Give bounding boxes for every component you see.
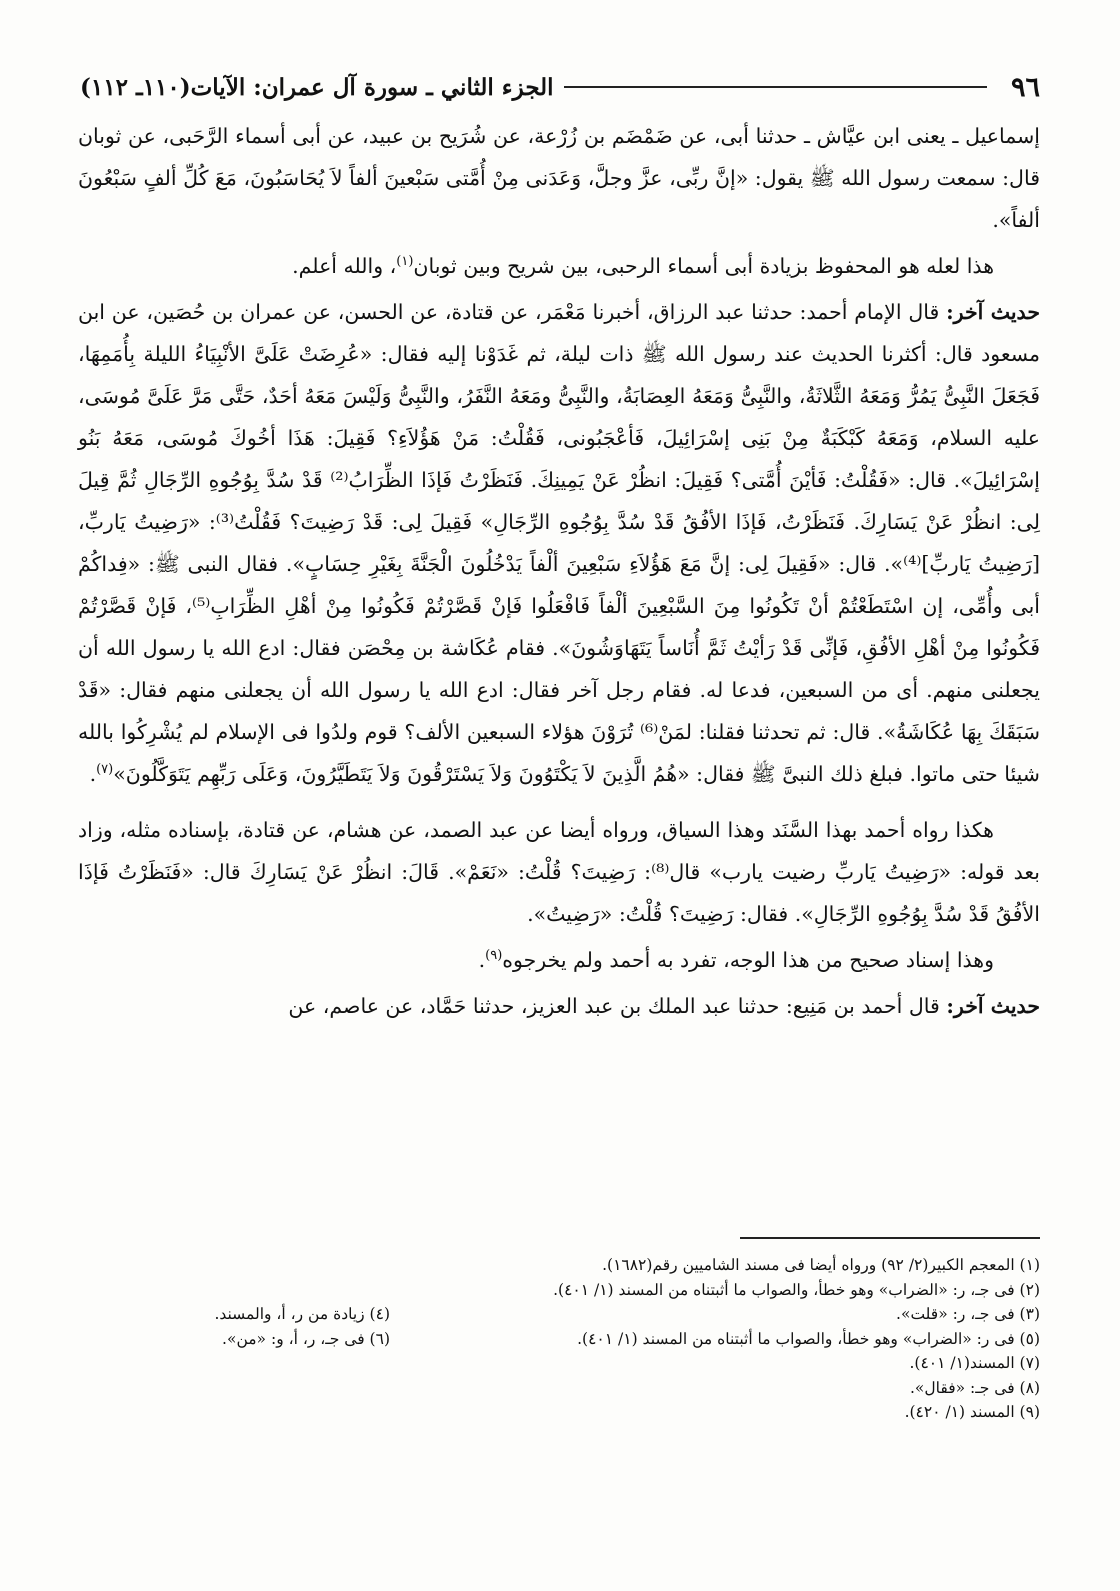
running-header: [80, 62, 1040, 112]
paragraph-tail: ، والله أعلم.: [292, 254, 397, 278]
paragraph-text: قال أحمد بن مَنِيع: حدثنا عبد الملك بن عبد العزيز، حدثنا حَمَّاد، عن عاصم، عن: [288, 994, 947, 1018]
paragraph: [78, 985, 1040, 1027]
footnote: [80, 1253, 390, 1278]
paragraph-text: هذا لعله هو المحفوظ بزيادة أبى أسماء الرحبى، بين شريح وبين ثوبان: [413, 254, 994, 278]
paragraph: [78, 939, 1040, 981]
footnote: [80, 1400, 390, 1425]
paragraph: [78, 809, 1040, 935]
paragraph-text: هكذا رواه أحمد بهذا السَّنَد وهذا السياق، ورواه أيضا عن عبد الصمد، عن هشام، عن قتادة، بإسناده مثله، وزاد بعد قوله: «رَضِيتُ يَاربِّ رضيت يارب» قال⁽⁸⁾: رَضِيتَ؟ قُلْتُ: «نَعَمْ». قَالَ: انظُرْ عَنْ يَسَارِكَ قال: «فَنَظَرْتُ فَإذَا الأفُقُ قَدْ سُدَّ بِوُجُوهِ الرِّجَالِ». فقال: رَضِيتَ؟ قُلْتُ: «رَضِيتُ».: [78, 818, 1040, 926]
footnote: (٤) زيادة من ر، أ، والمسند.: [214, 1305, 390, 1323]
footnote-separator: [740, 1237, 1040, 1239]
footnote: (١) المعجم الكبير(٢/ ٩٢) ورواه أيضا فى مسند الشاميين رقم(١٦٨٢).: [602, 1256, 1040, 1274]
header-rule: [564, 86, 987, 88]
hadith-lead: حديث آخر:: [946, 300, 1040, 324]
footnote: [80, 1278, 390, 1303]
footnote: (٨) فى جـ: «فقال».: [909, 1378, 1040, 1397]
paragraph: [78, 291, 1040, 795]
footnote-ref: (١): [396, 254, 414, 270]
footnote: (٦) فى جـ، ر، أ، و: «من».: [222, 1329, 390, 1348]
footnotes: [80, 1253, 1040, 1425]
main-text: [78, 115, 1040, 1027]
footnote-row: [80, 1400, 1040, 1425]
footnote: (٢) فى جـ، ر: «الضراب» وهو خطأ، والصواب ما أثبتناه من المسند (١/ ٤٠١).: [553, 1280, 1040, 1299]
footnote-row: [80, 1253, 1040, 1278]
footnote-row: [80, 1376, 1040, 1401]
paragraph: [78, 115, 1040, 241]
footnote-row: [80, 1278, 1040, 1303]
paragraph-tail: .: [89, 762, 97, 786]
footnote-row: [80, 1327, 1040, 1352]
footnote: (٣) فى جـ، ر: «قلت».: [896, 1305, 1040, 1323]
footnote: [80, 1351, 390, 1376]
footnote: (٥) فى ر: «الضراب» وهو خطأ، والصواب ما أثبتناه من المسند (١/ ٤٠١).: [577, 1329, 1040, 1348]
footnote-row: [80, 1302, 1040, 1327]
footnote-row: [80, 1351, 1040, 1376]
paragraph-text: قال الإمام أحمد: حدثنا عبد الرزاق، أخبرنا مَعْمَر، عن قتادة، عن الحسن، عن عمران بن حُصَين، عن ابن مسعود قال: أكثرنا الحديث عند رسول الله ﷺ ذات ليلة، ثم غَدَوْنا إليه فقال: «عُرِضَتْ عَلَىَّ الأنْبِيَاءُ الليلة بِأُمَمِهَا، فَجَعَلَ النَّبِىُّ يَمُرُّ وَمَعَهُ الثَّلاثَةُ، والنَّبِىُّ وَمَعَهُ العِصَابَةُ، والنَّبِىُّ ومَعَهُ النَّفَرُ، والنَّبِىُّ وَلَيْسَ مَعَهُ أحَدٌ، حَتَّى مَرَّ عَلَىَّ مُوسَى، عليه السلام، وَمَعَهُ كَبْكَبَةٌ مِنْ بَنِى إسْرَائِيلَ، فَأعْجَبُونى، فَقُلْتُ: مَنْ هَؤُلاَءِ؟ فَقِيلَ: هَذَا أخُوكَ مُوسَى، مَعَهُ بَنُو إسْرَائِيلَ». قال: «فَقُلْتُ: فَأيْنَ أُمَّتى؟ فَقِيلَ: انظُرْ عَنْ يَمِينِكَ. فَنَظَرْتُ فَإذَا الظِّرَابُ⁽²⁾ قَدْ سُدَّ بِوُجُوهِ الرِّجَالِ ثُمَّ قِيلَ لِى: انظُرْ عَنْ يَسَارِكَ. فَنَظَرْتُ، فَإذَا الأفُقُ قَدْ سُدَّ بِوُجُوهِ الرِّجَالِ» فَقِيلَ لِى: قَدْ رَضِيتَ؟ فَقُلْتُ⁽³⁾: «رَضِيتُ يَاربِّ، [رَضِيتُ يَاربِّ]⁽⁴⁾». قال: «فَقِيلَ لِى: إنَّ مَعَ هَؤُلاَءِ سَبْعِينَ ألْفاً يَدْخُلُونَ الْجَنَّةَ بِغَيْرِ حِسَابٍ». فقال النبى ﷺ: «فِداكُمْ أبى وأُمِّى، إن اسْتَطَعْتُمْ أنْ تَكُونُوا مِنَ السَّبْعِينَ ألْفاً فَافْعَلُوا فَإنْ قَصَّرْتُمْ فَكُونُوا مِنْ أهْلِ الظِّرَابِ⁽⁵⁾، فَإنْ قَصَّرْتُمْ فَكُونُوا مِنْ أهْلِ الأفُقِ، فَإنِّى قَدْ رَأيْتُ ثَمَّ أُنَاساً يَتَهَاوَشُونَ». فقام عُكَاشة بن مِحْصَن فقال: ادع الله يا رسول الله أن يجعلنى منهم. أى من السبعين، فدعا له. فقام رجل آخر فقال: ادع الله يا رسول الله أن يجعلنى منهم فقال: «قَدْ سَبَقَكَ بِهَا عُكَاشَةُ». قال: ثم تحدثنا فقلنا: لمَنْ⁽⁶⁾ تُرَوْنَ هؤلاء السبعين الألف؟ قوم ولدُوا فى الإسلام لم يُشْرِكُوا بالله شيئا حتى ماتوا. فبلغ ذلك النبىَّ ﷺ فقال: «هُمُ الَّذِينَ لاَ يَكْتَوُونَ وَلاَ يَسْتَرْقُونَ وَلاَ يَتَطَيَّرُونَ، وَعَلَى رَبِّهِم يَتَوَكَّلُونَ»: [78, 300, 1041, 786]
paragraph-text: إسماعيل ـ يعنى ابن عيَّاش ـ حدثنا أبى، عن ضَمْضَم بن زُرْعة، عن شُرَيح بن عبيد، عن أبى أسماء الرَّحَبى، عن ثوبان قال: سمعت رسول الله ﷺ يقول: «إنَّ ربِّى، عزَّ وجلَّ، وَعَدَنى مِنْ أُمَّتى سَبْعينَ ألفاً لاَ يُحَاسَبُونَ، مَعَ كُلِّ ألفٍ سَبْعُونَ ألفاً».: [78, 124, 1040, 232]
footnote-ref: (٩): [485, 948, 503, 964]
footnote: [80, 1376, 390, 1401]
header-title: الجزء الثاني ـ سورة آل عمران: الآيات(١١٠ـ ١١٢): [80, 73, 554, 101]
footnote: (٧) المسند(١/ ٤٠١).: [909, 1354, 1040, 1372]
page-number: ٩٦: [1010, 71, 1040, 103]
footnote-ref: (٧): [96, 762, 114, 778]
hadith-lead: حديث آخر:: [946, 994, 1040, 1018]
paragraph: [78, 245, 1040, 287]
footnote: (٩) المسند (١/ ٤٢٠).: [904, 1403, 1040, 1421]
paragraph-text: وهذا إسناد صحيح من هذا الوجه، تفرد به أحمد ولم يخرجوه: [502, 948, 994, 972]
paragraph-tail: .: [478, 948, 486, 972]
